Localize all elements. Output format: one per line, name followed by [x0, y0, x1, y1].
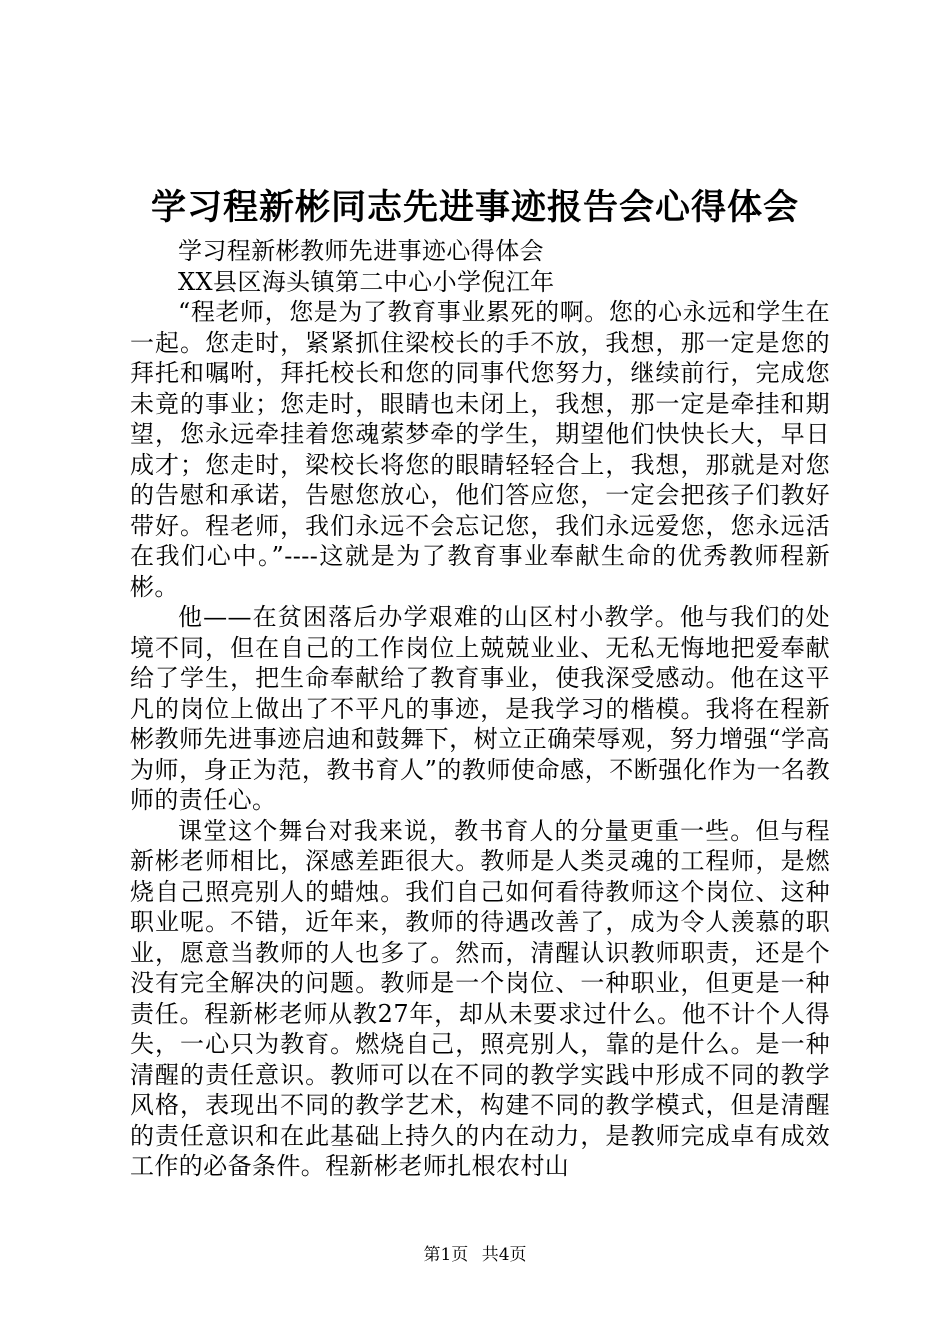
- subtitle-line: 学习程新彬教师先进事迹心得体会: [178, 237, 544, 265]
- page-total: 共4页: [481, 1245, 527, 1265]
- page-number: 第1页: [423, 1245, 469, 1265]
- author-line: XX县区海头镇第二中心小学倪江年: [178, 267, 555, 296]
- document-body: [130, 236, 830, 1182]
- paragraph: 课堂这个舞台对我来说，教书育人的分量更重一些。但与程新彬老师相比，深感差距很大。教师是人类灵魂的工程师，是燃烧自己照亮别人的蜡烛。我们自己如何看待教师这个岗位、这种职业呢。不错，近年来，教师的待遇改善了，成为令人羡慕的职业，愿意当教师的人也多了。然而，清醒认识教师职责，还是个没有完全解决的问题。教师是一个岗位、一种职业，但更是一种责任。程新彬老师从教27年，却从未要求过什么。他不计个人得失，一心只为教育。燃烧自己，照亮别人，靠的是什么。是一种清醒的责任意识。教师可以在不同的教学实践中形成不同的教学风格，表现出不同的教学艺术，构建不同的教学模式，但是清醒的责任意识和在此基础上持久的内在动力，是教师完成卓有成效工作的必备条件。程新彬老师扎根农村山: [130, 816, 830, 1180]
- page-footer: [0, 1243, 950, 1267]
- document-title: 学习程新彬同志先进事迹报告会心得体会: [150, 187, 799, 228]
- paragraph: “程老师，您是为了教育事业累死的啊。您的心永远和学生在一起。您走时，紧紧抓住梁校长的手不放，我想，那一定是您的拜托和嘱咐，拜托校长和您的同事代您努力，继续前行，完成您未竟的事业；您走时，眼睛也未闭上，我想，那一定是牵挂和期望，您永远牵挂着您魂萦梦牵的学生，期望他们快快长大，早日成才；您走时，梁校长将您的眼睛轻轻合上，我想，那就是对您的告慰和承诺，告慰您放心，他们答应您，一定会把孩子们教好带好。程老师，我们永远不会忘记您，我们永远爱您，您永远活在我们心中。”----这就是为了教育事业奉献生命的优秀教师程新彬。: [130, 298, 830, 601]
- paragraph: 他——在贫困落后办学艰难的山区村小教学。他与我们的处境不同，但在自己的工作岗位上兢兢业业、无私无悔地把爱奉献给了学生，把生命奉献给了教育事业，使我深受感动。他在这平凡的岗位上做出了不平凡的事迹，是我学习的楷模。我将在程新彬教师先进事迹启迪和鼓舞下，树立正确荣辱观，努力增强“学高为师，身正为范，教书育人”的教师使命感，不断强化作为一名教师的责任心。: [130, 603, 830, 814]
